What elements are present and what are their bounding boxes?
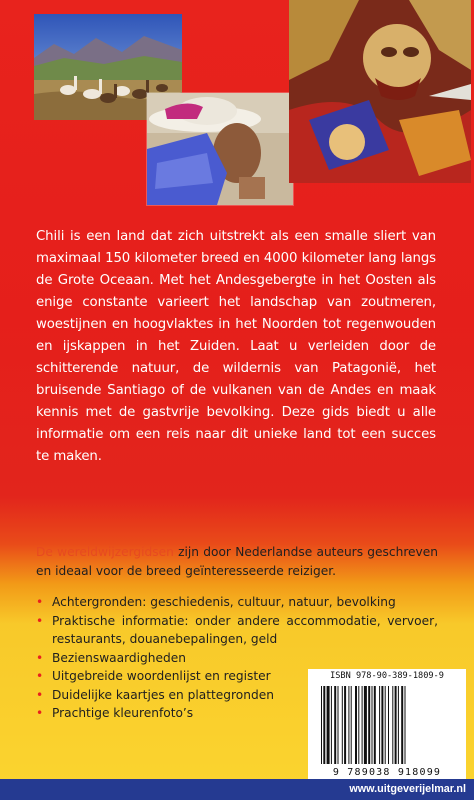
- feature-text: Uitgebreide woordenlijst en register: [52, 669, 271, 683]
- series-intro-rest: zijn door Nederlandse auteurs geschreven en ideaal voor de breed geïnteresseerde reiziger.: [36, 545, 438, 578]
- bullet-icon: •: [36, 613, 44, 628]
- feature-text: Bezienswaardigheden: [52, 650, 186, 665]
- bullet-icon: •: [36, 650, 44, 665]
- feature-text: Achtergronden: geschiedenis, cultuur, natuur, bevolking: [52, 595, 396, 609]
- series-name: De wereldwijzergidsen: [36, 545, 174, 559]
- feature-text: Prachtige kleurenfoto’s: [52, 706, 194, 720]
- feature-item: [36, 649, 438, 668]
- feature-item: [36, 612, 438, 649]
- feature-text: Praktische informatie: onder andere accommodatie, vervoer, restaurants, douanebepalingen, geld: [52, 613, 438, 646]
- barcode-box: [308, 669, 466, 779]
- bullet-icon: •: [36, 595, 44, 609]
- publisher-url[interactable]: www.uitgeverijelmar.nl: [349, 783, 466, 795]
- bullet-icon: •: [36, 706, 44, 720]
- bullet-icon: •: [36, 687, 44, 702]
- bullet-icon: •: [36, 669, 44, 683]
- woman-photo: [146, 92, 294, 206]
- feature-text: Duidelijke kaartjes en plattegronden: [52, 687, 274, 702]
- barcode-icon: [319, 686, 457, 764]
- barcode-number: 9 789038 918099: [332, 767, 442, 778]
- feature-item: [36, 593, 438, 612]
- description-text: Chili is een land dat zich uitstrekt als een smalle sliert van maximaal 150 kilometer breed en 4000 kilometer lang langs de Grote Oceaan. Met het Andesgebergte in het Oosten als enige constante varieert het landschap van zoutmeren, woestijnen en hoogvlaktes in het Noorden tot regenwouden en ijskappen in het Zuiden. Laat u verleiden door de schitterende natuur, de wildernis van Patagonië, het bruisende Santiago of de vulkanen van de Andes en maak kennis met de gastvrije bevolking. Deze gids biedt u alle informatie om een reis naar dit unieke land tot een succes te maken.: [36, 229, 436, 465]
- series-intro: [36, 543, 438, 581]
- isbn-label: ISBN 978-90-389-1809-9: [330, 671, 444, 681]
- mural-photo: [289, 0, 471, 183]
